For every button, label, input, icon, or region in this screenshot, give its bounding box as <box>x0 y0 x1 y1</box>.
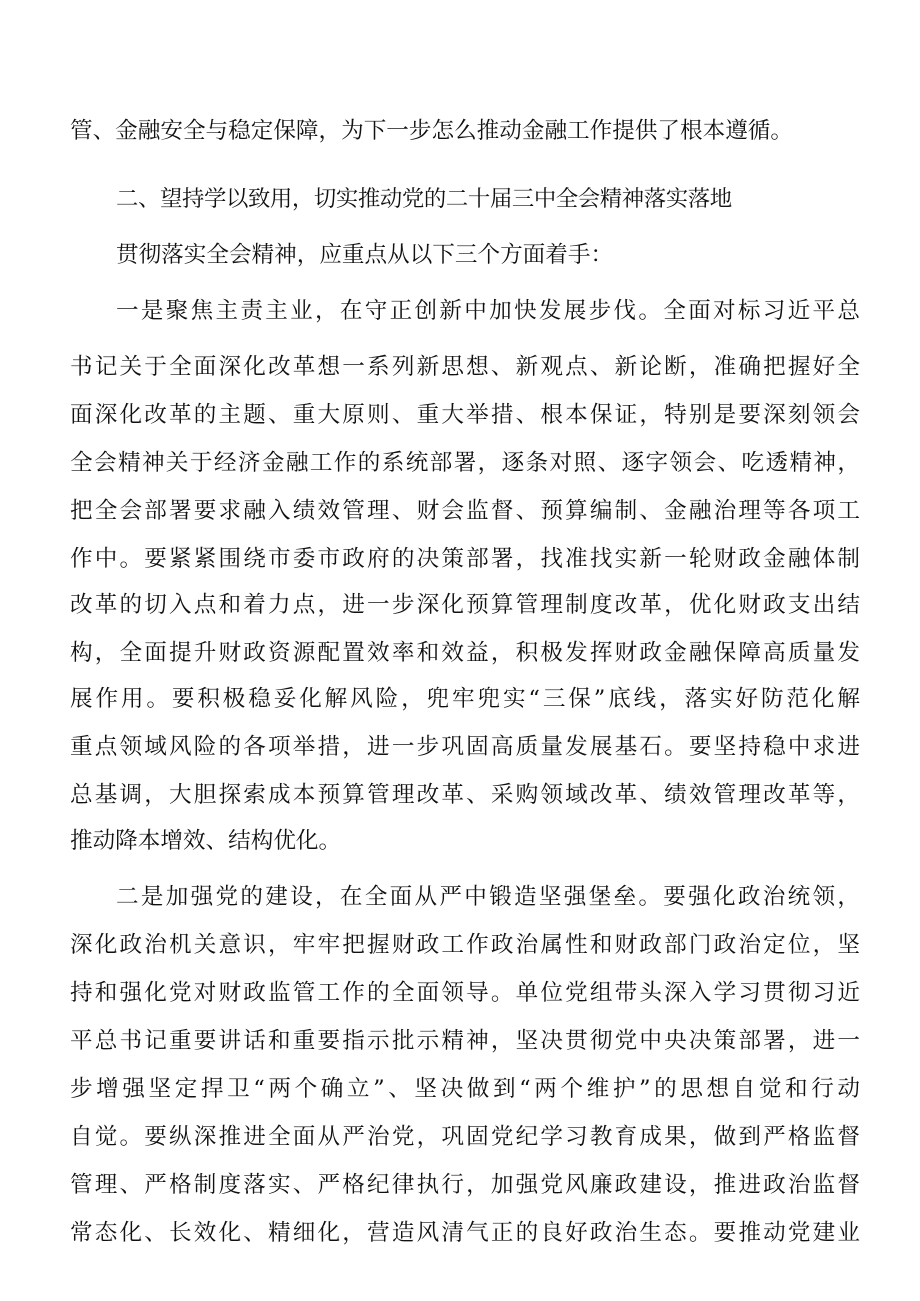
paragraph-line: 平总书记重要讲话和重要指示批示精神，坚决贯彻党中央决策部署，进一 <box>70 1028 860 1054</box>
paragraph-line: 二是加强党的建设，在全面从严中锻造坚强堡垒。要强化政治统领， <box>116 884 860 910</box>
paragraph-line: 全会精神关于经济金融工作的系统部署，逐条对照、逐字领会、吃透精神， <box>70 450 860 476</box>
paragraph-line: 贯彻落实全会精神，应重点从以下三个方面着手： <box>116 242 614 268</box>
paragraph-line: 管理、严格制度落实、严格纪律执行，加强党风廉政建设，推进政治监督 <box>70 1172 860 1198</box>
paragraph-line: 深化政治机关意识，牢牢把握财政工作政治属性和财政部门政治定位，坚 <box>70 932 860 958</box>
paragraph-line: 总基调，大胆探索成本预算管理改革、采购领域改革、绩效管理改革等， <box>70 782 860 808</box>
paragraph-line: 把全会部署要求融入绩效管理、财会监督、预算编制、金融治理等各项工 <box>70 498 860 524</box>
paragraph-line: 常态化、长效化、精细化，营造风清气正的良好政治生态。要推动党建业 <box>70 1220 860 1246</box>
paragraph-line: 管、金融安全与稳定保障，为下一步怎么推动金融工作提供了根本遵循。 <box>70 118 793 144</box>
paragraph-line: 自觉。要纵深推进全面从严治党，巩固党纪学习教育成果，做到严格监督 <box>70 1124 860 1150</box>
paragraph-line: 作中。要紧紧围绕市委市政府的决策部署，找准找实新一轮财政金融体制 <box>70 546 860 572</box>
paragraph-line: 一是聚焦主责主业，在守正创新中加快发展步伐。全面对标习近平总 <box>116 298 860 324</box>
paragraph-line: 展作用。要积极稳妥化解风险，兜牢兜实“三保”底线，落实好防范化解 <box>70 686 860 712</box>
section-heading: 二、望持学以致用，切实推动党的二十届三中全会精神落实落地 <box>116 186 732 212</box>
paragraph-line: 改革的切入点和着力点，进一步深化预算管理制度改革，优化财政支出结 <box>70 592 860 618</box>
paragraph-line: 步增强坚定捍卫“两个确立”、坚决做到“两个维护”的思想自觉和行动 <box>70 1076 860 1102</box>
paragraph-line: 推动降本增效、结构优化。 <box>70 828 342 854</box>
paragraph-line: 构，全面提升财政资源配置效率和效益，积极发挥财政金融保障高质量发 <box>70 640 860 666</box>
paragraph-line: 重点领域风险的各项举措，进一步巩固高质量发展基石。要坚持稳中求进 <box>70 734 860 760</box>
paragraph-line: 书记关于全面深化改革想一系列新思想、新观点、新论断，准确把握好全 <box>70 354 860 380</box>
paragraph-line: 持和强化党对财政监管工作的全面领导。单位党组带头深入学习贯彻习近 <box>70 980 860 1006</box>
paragraph-line: 面深化改革的主题、重大原则、重大举措、根本保证，特别是要深刻领会 <box>70 402 860 428</box>
